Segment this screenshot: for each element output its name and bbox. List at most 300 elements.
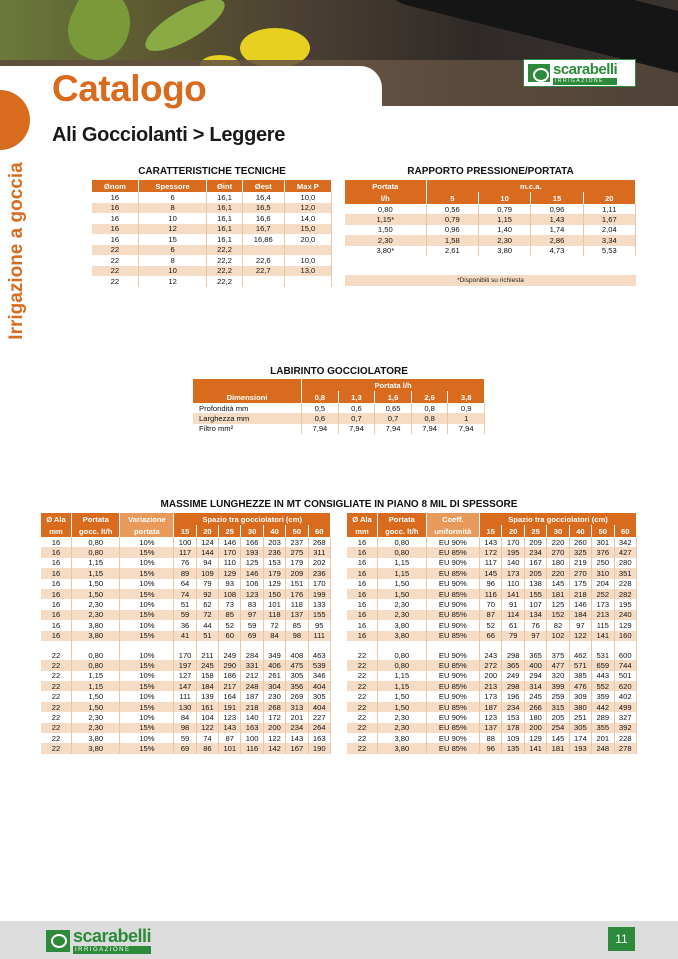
table-cell: 22,2 xyxy=(207,255,242,266)
table-row xyxy=(347,558,637,568)
table-cell: 305 xyxy=(308,691,330,701)
table-cell: 74 xyxy=(196,733,218,743)
table-cell: 190 xyxy=(308,743,330,753)
table-cell: 69 xyxy=(241,631,263,641)
labirinto-title: LABIRINTO GOCCIOLATORE xyxy=(270,366,408,377)
table-cell: 187 xyxy=(480,702,502,712)
table-cell: 96 xyxy=(480,579,502,589)
table-row xyxy=(347,671,637,681)
table-cell: 0,56 xyxy=(426,204,478,214)
gap-cell xyxy=(241,641,263,650)
table-cell: 427 xyxy=(614,547,637,557)
table-header-row xyxy=(345,192,636,204)
table-cell: 22 xyxy=(347,691,378,701)
table-cell: 143 xyxy=(286,733,308,743)
table-cell: 1,43 xyxy=(531,214,583,224)
table-cell: 10% xyxy=(120,620,174,630)
table-cell: 15% xyxy=(120,547,174,557)
table-cell: 289 xyxy=(592,712,614,722)
table-row xyxy=(347,660,637,670)
table-cell: Filtro mm² xyxy=(193,424,302,434)
table-cell: 266 xyxy=(524,702,546,712)
table-cell: 16 xyxy=(41,579,71,589)
table-cell: 15% xyxy=(120,589,174,599)
table-cell: 72 xyxy=(263,620,285,630)
table-cell: 278 xyxy=(614,743,637,753)
table-cell: 260 xyxy=(569,537,591,547)
table-cell: 60 xyxy=(219,631,241,641)
table-cell: 16 xyxy=(347,599,378,609)
table-cell: 16,6 xyxy=(242,213,284,224)
table-cell: 141 xyxy=(524,743,546,753)
table-cell: 51 xyxy=(196,631,218,641)
table-cell: 7,94 xyxy=(411,424,448,434)
massime-table-right xyxy=(347,513,637,754)
table-cell: 10% xyxy=(120,691,174,701)
table-cell: Profondità mm xyxy=(193,403,302,413)
table-cell: 0,80 xyxy=(378,650,427,660)
column-header: 15 xyxy=(480,525,502,537)
table-cell: 16 xyxy=(41,631,71,641)
table-cell: 124 xyxy=(196,537,218,547)
table-cell: 110 xyxy=(502,579,524,589)
table-cell: 141 xyxy=(502,589,524,599)
column-header: mm xyxy=(347,525,378,537)
table-cell: 10% xyxy=(120,537,174,547)
table-cell: EU 85% xyxy=(426,681,479,691)
table-cell: 16 xyxy=(347,610,378,620)
table-row xyxy=(92,245,332,256)
table-cell: 249 xyxy=(219,650,241,660)
table-row xyxy=(41,712,331,722)
table-cell: 98 xyxy=(286,631,308,641)
table-cell: 7,94 xyxy=(302,424,339,434)
table-cell: 64 xyxy=(174,579,196,589)
table-cell: 10% xyxy=(120,579,174,589)
table-cell: 122 xyxy=(569,631,591,641)
table-cell: EU 90% xyxy=(426,733,479,743)
table-cell: 179 xyxy=(263,568,285,578)
table-cell: 3,80 xyxy=(71,743,120,753)
table-cell: 249 xyxy=(502,671,524,681)
table-cell: 10% xyxy=(120,650,174,660)
table-cell: 22 xyxy=(41,702,71,712)
table-row xyxy=(347,579,637,589)
table-row xyxy=(92,192,332,203)
table-cell: 1,15 xyxy=(71,671,120,681)
table-cell: 97 xyxy=(569,620,591,630)
table-cell: 16,1 xyxy=(207,203,242,214)
table-cell: 16 xyxy=(92,224,138,235)
table-cell: 61 xyxy=(502,620,524,630)
table-cell: 16 xyxy=(92,192,138,203)
table-cell: 15,0 xyxy=(284,224,331,235)
gap-cell xyxy=(614,641,637,650)
table-cell: 1,15 xyxy=(378,671,427,681)
table-cell: 196 xyxy=(502,691,524,701)
table-cell: 146 xyxy=(569,599,591,609)
table-cell: 5,53 xyxy=(583,246,635,256)
table-cell: 16 xyxy=(92,203,138,214)
table-cell: Larghezza mm xyxy=(193,413,302,423)
table-cell: 22,7 xyxy=(242,266,284,277)
table-row xyxy=(347,691,637,701)
table-cell: 15% xyxy=(120,681,174,691)
table-cell: 174 xyxy=(569,733,591,743)
table-cell: 462 xyxy=(569,650,591,660)
table-cell: 220 xyxy=(547,537,569,547)
table-cell: 153 xyxy=(502,712,524,722)
table-cell: 0,80 xyxy=(345,204,426,214)
table-cell: 1,40 xyxy=(478,225,530,235)
table-cell: 22 xyxy=(347,671,378,681)
table-cell: 7,94 xyxy=(448,424,485,434)
column-header: 50 xyxy=(592,525,614,537)
table-row xyxy=(41,568,331,578)
table-cell: 236 xyxy=(308,568,330,578)
table-cell: 197 xyxy=(174,660,196,670)
column-header: 3,8 xyxy=(448,391,485,403)
table-cell: 477 xyxy=(547,660,569,670)
table-cell: 91 xyxy=(502,599,524,609)
table-row xyxy=(92,276,332,287)
gap-cell xyxy=(41,641,71,650)
table-cell: 205 xyxy=(524,568,546,578)
table-cell: 0,8 xyxy=(411,413,448,423)
table-cell: 101 xyxy=(263,599,285,609)
table-cell: 10% xyxy=(120,733,174,743)
table-cell: 44 xyxy=(196,620,218,630)
table-row xyxy=(347,723,637,733)
table-cell: 744 xyxy=(614,660,637,670)
table-cell: 0,9 xyxy=(448,403,485,413)
table-cell: 2,30 xyxy=(71,599,120,609)
column-header: Spazio tra gocciolatori (cm) xyxy=(480,513,637,525)
table-cell: 22 xyxy=(41,723,71,733)
column-header: Ønom xyxy=(92,180,138,192)
table-header-row xyxy=(41,513,331,525)
table-cell: 234 xyxy=(502,702,524,712)
table-cell: 349 xyxy=(263,650,285,660)
table-cell: 66 xyxy=(480,631,502,641)
table-cell: 659 xyxy=(592,660,614,670)
table-cell: 16,4 xyxy=(242,192,284,203)
table-cell: 10,0 xyxy=(284,255,331,266)
table-cell: 7,94 xyxy=(338,424,375,434)
table-cell: 139 xyxy=(196,691,218,701)
table-cell: 0,5 xyxy=(302,403,339,413)
table-cell: 155 xyxy=(308,610,330,620)
table-cell: 3,80 xyxy=(71,620,120,630)
table-cell: 22 xyxy=(92,266,138,277)
table-cell: 130 xyxy=(174,702,196,712)
table-cell: 365 xyxy=(524,650,546,660)
table-row xyxy=(41,723,331,733)
table-cell: 2,30 xyxy=(378,712,427,722)
table-cell: 1,11 xyxy=(583,204,635,214)
table-row xyxy=(92,234,332,245)
table-cell: 1,58 xyxy=(426,235,478,245)
gap-cell xyxy=(347,641,378,650)
table-cell: 404 xyxy=(308,681,330,691)
table-cell: 178 xyxy=(502,723,524,733)
table-cell: 392 xyxy=(614,723,637,733)
table-cell: 129 xyxy=(219,568,241,578)
table-cell: 571 xyxy=(569,660,591,670)
rapporto-table xyxy=(345,180,636,256)
table-row xyxy=(41,671,331,681)
table-cell: EU 90% xyxy=(426,558,479,568)
table-cell: 201 xyxy=(286,712,308,722)
table-row xyxy=(347,620,637,630)
table-cell: 100 xyxy=(241,733,263,743)
table-cell: 195 xyxy=(502,547,524,557)
column-header: 0,8 xyxy=(302,391,339,403)
brand-logo xyxy=(523,59,636,87)
table-row xyxy=(41,558,331,568)
table-cell: 22 xyxy=(347,712,378,722)
table-cell: 1,50 xyxy=(378,579,427,589)
table-cell: 22 xyxy=(41,650,71,660)
table-cell: 117 xyxy=(480,558,502,568)
table-cell: 240 xyxy=(614,610,637,620)
table-cell: 3,80 xyxy=(378,733,427,743)
table-cell: 180 xyxy=(524,712,546,722)
table-header-row xyxy=(193,379,485,391)
gap-cell xyxy=(426,641,479,650)
table-row xyxy=(193,403,485,413)
table-cell: 1,50 xyxy=(71,579,120,589)
table-row xyxy=(41,599,331,609)
table-cell xyxy=(242,276,284,287)
table-cell: 109 xyxy=(196,568,218,578)
table-cell: 22 xyxy=(41,712,71,722)
table-cell: 59 xyxy=(174,733,196,743)
table-cell: 211 xyxy=(196,650,218,660)
table-cell: 2,30 xyxy=(378,599,427,609)
table-cell: 145 xyxy=(547,579,569,589)
table-cell: 127 xyxy=(174,671,196,681)
column-header: mm xyxy=(41,525,71,537)
table-cell: 16 xyxy=(41,547,71,557)
table-cell: 346 xyxy=(308,671,330,681)
table-cell: 175 xyxy=(569,579,591,589)
table-cell: 16,86 xyxy=(242,234,284,245)
column-header: m.c.a. xyxy=(426,180,635,192)
table-cell: 620 xyxy=(614,681,637,691)
table-cell: 2,30 xyxy=(478,235,530,245)
table-cell: 135 xyxy=(502,743,524,753)
table-cell: 164 xyxy=(219,691,241,701)
table-cell: 133 xyxy=(308,599,330,609)
table-cell: 16 xyxy=(41,568,71,578)
footer-brand-name: scarabelli xyxy=(73,926,152,946)
table-cell: 380 xyxy=(569,702,591,712)
table-cell: 172 xyxy=(263,712,285,722)
table-cell: 1,50 xyxy=(378,589,427,599)
table-cell: EU 85% xyxy=(426,743,479,753)
table-cell: 22 xyxy=(347,733,378,743)
table-cell: EU 85% xyxy=(426,610,479,620)
table-cell: 406 xyxy=(263,660,285,670)
gap-cell xyxy=(480,641,502,650)
table-cell: 117 xyxy=(174,547,196,557)
table-cell: 268 xyxy=(308,537,330,547)
table-row xyxy=(347,631,637,641)
table-cell: 16 xyxy=(41,620,71,630)
table-cell: 16 xyxy=(41,610,71,620)
page-number: 11 xyxy=(608,927,635,951)
table-cell: 167 xyxy=(286,743,308,753)
table-cell: 236 xyxy=(263,547,285,557)
table-cell: 331 xyxy=(241,660,263,670)
table-cell: 122 xyxy=(196,723,218,733)
column-header: gocc. lt/h xyxy=(378,525,427,537)
table-cell: 7,94 xyxy=(375,424,412,434)
table-cell: 400 xyxy=(524,660,546,670)
table-cell: 84 xyxy=(174,712,196,722)
table-cell: 282 xyxy=(614,589,637,599)
table-cell: 125 xyxy=(547,599,569,609)
table-cell: 118 xyxy=(263,610,285,620)
table-cell: 143 xyxy=(219,723,241,733)
table-cell: 1 xyxy=(448,413,485,423)
table-cell: 12,0 xyxy=(284,203,331,214)
table-cell: 309 xyxy=(569,691,591,701)
table-cell: 62 xyxy=(196,599,218,609)
table-cell: 87 xyxy=(219,733,241,743)
table-row xyxy=(347,568,637,578)
table-cell: 129 xyxy=(524,733,546,743)
column-header: l/h xyxy=(345,192,426,204)
table-cell: 375 xyxy=(547,650,569,660)
table-cell: 118 xyxy=(286,599,308,609)
table-cell: 0,80 xyxy=(378,537,427,547)
table-cell: 356 xyxy=(286,681,308,691)
table-cell: 1,15* xyxy=(345,214,426,224)
table-cell: 123 xyxy=(241,589,263,599)
table-row xyxy=(345,204,636,214)
column-header: 20 xyxy=(196,525,218,537)
column-header: 1,6 xyxy=(375,391,412,403)
table-cell: 6 xyxy=(138,192,207,203)
table-row xyxy=(41,537,331,547)
table-cell: 463 xyxy=(308,650,330,660)
table-cell: 218 xyxy=(241,702,263,712)
table-cell: 170 xyxy=(308,579,330,589)
table-row xyxy=(41,610,331,620)
table-cell: 243 xyxy=(480,650,502,660)
table-row xyxy=(41,702,331,712)
table-cell: 145 xyxy=(547,733,569,743)
table-cell: 402 xyxy=(614,691,637,701)
table-cell: 251 xyxy=(569,712,591,722)
column-header: Portata xyxy=(345,180,426,192)
table-cell: 1,15 xyxy=(378,568,427,578)
table-row xyxy=(193,424,485,434)
row-gap xyxy=(347,641,637,650)
table-cell: 22 xyxy=(347,702,378,712)
table-cell: 93 xyxy=(219,579,241,589)
table-header-row xyxy=(345,180,636,192)
table-cell: 1,15 xyxy=(71,568,120,578)
table-cell: 137 xyxy=(480,723,502,733)
table-cell: 261 xyxy=(263,671,285,681)
table-header-row xyxy=(347,513,637,525)
table-cell: 97 xyxy=(241,610,263,620)
table-cell: 16 xyxy=(41,558,71,568)
table-row xyxy=(92,224,332,235)
table-cell: 205 xyxy=(547,712,569,722)
table-cell: 15% xyxy=(120,610,174,620)
table-cell: 0,80 xyxy=(378,547,427,557)
table-cell: 92 xyxy=(196,589,218,599)
column-header: Portata xyxy=(71,513,120,525)
table-cell: 22 xyxy=(41,691,71,701)
table-cell: 0,6 xyxy=(338,403,375,413)
table-cell: 1,50 xyxy=(71,702,120,712)
table-row xyxy=(345,214,636,224)
table-cell: 95 xyxy=(308,620,330,630)
table-cell: 0,96 xyxy=(426,225,478,235)
table-row xyxy=(41,733,331,743)
table-cell: 2,30 xyxy=(71,723,120,733)
column-header: Variazione xyxy=(120,513,174,525)
table-cell: 76 xyxy=(524,620,546,630)
table-cell: 79 xyxy=(502,631,524,641)
table-row xyxy=(347,650,637,660)
table-cell: 304 xyxy=(263,681,285,691)
table-cell: 355 xyxy=(592,723,614,733)
column-header: 20 xyxy=(583,192,635,204)
table-cell: 102 xyxy=(547,631,569,641)
table-cell: 200 xyxy=(480,671,502,681)
table-cell: 237 xyxy=(286,537,308,547)
table-cell: 110 xyxy=(219,558,241,568)
table-cell: 89 xyxy=(174,568,196,578)
table-cell: 111 xyxy=(174,691,196,701)
table-cell: 270 xyxy=(569,568,591,578)
column-header: 15 xyxy=(174,525,196,537)
table-cell: EU 85% xyxy=(426,631,479,641)
table-cell: 0,65 xyxy=(375,403,412,413)
table-cell: 16 xyxy=(347,547,378,557)
table-cell: 2,61 xyxy=(426,246,478,256)
brand-tagline: IRRIGAZIONE xyxy=(553,78,617,85)
table-cell: 172 xyxy=(480,547,502,557)
table-cell: 600 xyxy=(614,650,637,660)
table-cell: 399 xyxy=(547,681,569,691)
column-header: 40 xyxy=(569,525,591,537)
table-cell: 153 xyxy=(263,558,285,568)
table-cell: 3,80 xyxy=(478,246,530,256)
page-title: Catalogo xyxy=(52,68,207,109)
footer-logo-icon xyxy=(46,930,70,952)
table-cell: 59 xyxy=(241,620,263,630)
table-cell: 2,04 xyxy=(583,225,635,235)
table-cell: 499 xyxy=(614,702,637,712)
table-cell: 3,80 xyxy=(378,620,427,630)
brand-logo-icon xyxy=(528,64,550,82)
table-row xyxy=(41,620,331,630)
table-row xyxy=(347,681,637,691)
table-row xyxy=(347,547,637,557)
table-cell: 0,7 xyxy=(338,413,375,423)
table-cell: 15 xyxy=(138,234,207,245)
table-cell: 20,0 xyxy=(284,234,331,245)
table-cell: 129 xyxy=(614,620,637,630)
table-cell: 0,79 xyxy=(478,204,530,214)
